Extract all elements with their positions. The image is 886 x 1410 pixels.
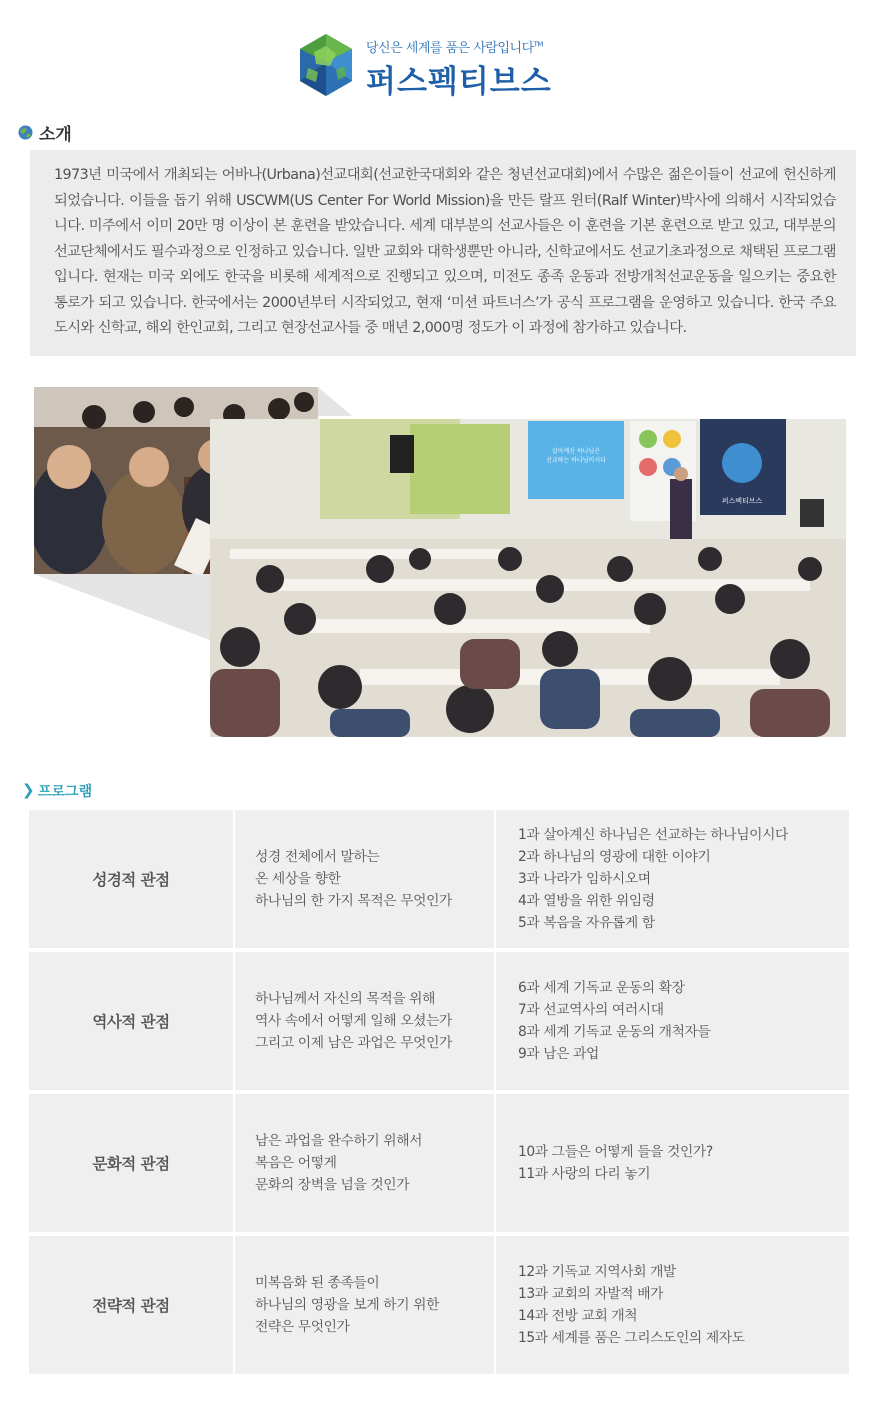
- program-row: [29, 1236, 849, 1374]
- category-cell: [29, 1236, 233, 1374]
- category-label: 성경적 관점: [92, 871, 170, 889]
- intro-title: 소개: [39, 125, 72, 145]
- summary-line: 하나님의 영광을 보게 하기 위한: [255, 1297, 440, 1313]
- program-row: [29, 1094, 849, 1232]
- summary-line: 전략은 무엇인가: [255, 1319, 350, 1335]
- lesson-item: 3과 나라가 임하시오며: [518, 871, 651, 887]
- category-label: 문화적 관점: [92, 1155, 170, 1173]
- lesson-item: 8과 세계 기독교 운동의 개척자들: [518, 1024, 711, 1040]
- lesson-item: 9과 남은 과업: [518, 1046, 599, 1062]
- slide-text-2: 선교하는 하나님이시다: [546, 457, 606, 464]
- lesson-item: 1과 살아계신 하나님은 선교하는 하나님이시다: [518, 827, 788, 843]
- lesson-item: 4과 열방을 위한 위임령: [518, 893, 655, 909]
- summary-line: 하나님의 한 가지 목적은 무엇인가: [255, 893, 452, 909]
- summary-line: 미복음화 된 종족들이: [255, 1275, 380, 1291]
- summary-line: 문화의 장벽을 넘을 것인가: [255, 1177, 410, 1193]
- banner-brand-text: 퍼스펙티브스: [721, 497, 763, 505]
- summary-cell: [235, 1236, 494, 1374]
- program-row: [29, 952, 849, 1090]
- lesson-item: 15과 세계를 품은 그리스도인의 제자도: [518, 1330, 745, 1346]
- classroom-lecture-photo: [210, 419, 846, 737]
- lessons-cell: [496, 1236, 849, 1374]
- lesson-item: 11과 사랑의 다리 놓기: [518, 1166, 651, 1182]
- category-cell: [29, 1094, 233, 1232]
- summary-line: 온 세상을 향한: [255, 871, 341, 887]
- lesson-item: 6과 세계 기독교 운동의 확장: [518, 980, 685, 996]
- program-row: [29, 810, 849, 948]
- summary-line: 성경 전체에서 말하는: [255, 849, 380, 865]
- summary-line: 그리고 이제 남은 과업은 무엇인가: [255, 1035, 452, 1051]
- logo-brand-name: 퍼스펙티브스: [366, 64, 552, 100]
- lessons-cell: [496, 810, 849, 948]
- category-cell: [29, 810, 233, 948]
- lesson-item: 2과 하나님의 영광에 대한 이야기: [518, 849, 711, 865]
- lesson-item: 5과 복음을 자유롭게 함: [518, 915, 655, 931]
- summary-cell: [235, 952, 494, 1090]
- category-cell: [29, 952, 233, 1090]
- lessons-cell: [496, 952, 849, 1090]
- logo-tagline: 당신은 세계를 품은 사람입니다™: [366, 40, 543, 56]
- summary-line: 역사 속에서 어떻게 일해 오셨는가: [255, 1013, 452, 1029]
- slide-text-1: 살아계신 하나님은: [551, 448, 601, 455]
- lesson-item: 7과 선교역사의 여러시대: [518, 1002, 664, 1018]
- summary-cell: [235, 1094, 494, 1232]
- lesson-item: 14과 전방 교회 개척: [518, 1308, 638, 1324]
- intro-body-text: 1973년 미국에서 개최되는 어바나(Urbana)선교대회(선교한국대회와 같은 청년선교대회)에서 수많은 젊은이들이 선교에 헌신하게 되었습니다. 이들을 돕기 위해 USCWM(US Center For World Mission)을 만든 랄프 윈터(Ralf Winter)박사에 의해서 시작되었습니다. 미주에서 이미 20만 명 이상이 본 훈련을 받았습니다. 세계 대부분의 선교사들은 이 훈련을 기본 훈련으로 받고 있고, 대부분의 선교단체에서도 필수과정으로 인정하고 있습니다. 일반 교회와 대학생뿐만 아니라, 신학교에서도 선교기초과정으로 채택된 프로그램입니다. 현재는 미국 외에도 한국을 비롯해 세계적으로 진행되고 있으며, 미전도 종족 운동과 전방개척선교운동을 일으키는 중요한 통로가 되고 있습니다. 한국에서는 2000년부터 시작되었고, 현재 ‘미션 파트너스’가 공식 프로그램을 운영하고 있습니다. 한국 주요도시와 신학교, 해외 한인교회, 그리고 현장선교사들 중 매년 2,000명 정도가 이 과정에 참가하고 있습니다.: [54, 167, 836, 336]
- chevron-right-icon: ❯: [22, 781, 35, 799]
- summary-line: 하나님께서 자신의 목적을 위해: [255, 991, 436, 1007]
- lesson-item: 13과 교회의 자발적 배가: [518, 1286, 664, 1302]
- lesson-item: 10과 그들은 어떻게 들을 것인가?: [518, 1144, 713, 1160]
- category-label: 역사적 관점: [92, 1013, 170, 1031]
- summary-line: 남은 과업을 완수하기 위해서: [255, 1133, 423, 1149]
- lesson-item: 12과 기독교 지역사회 개발: [518, 1264, 676, 1280]
- program-title: 프로그램: [38, 784, 93, 800]
- category-label: 전략적 관점: [92, 1297, 170, 1315]
- summary-line: 복음은 어떻게: [255, 1155, 337, 1171]
- lessons-cell: [496, 1094, 849, 1232]
- summary-cell: [235, 810, 494, 948]
